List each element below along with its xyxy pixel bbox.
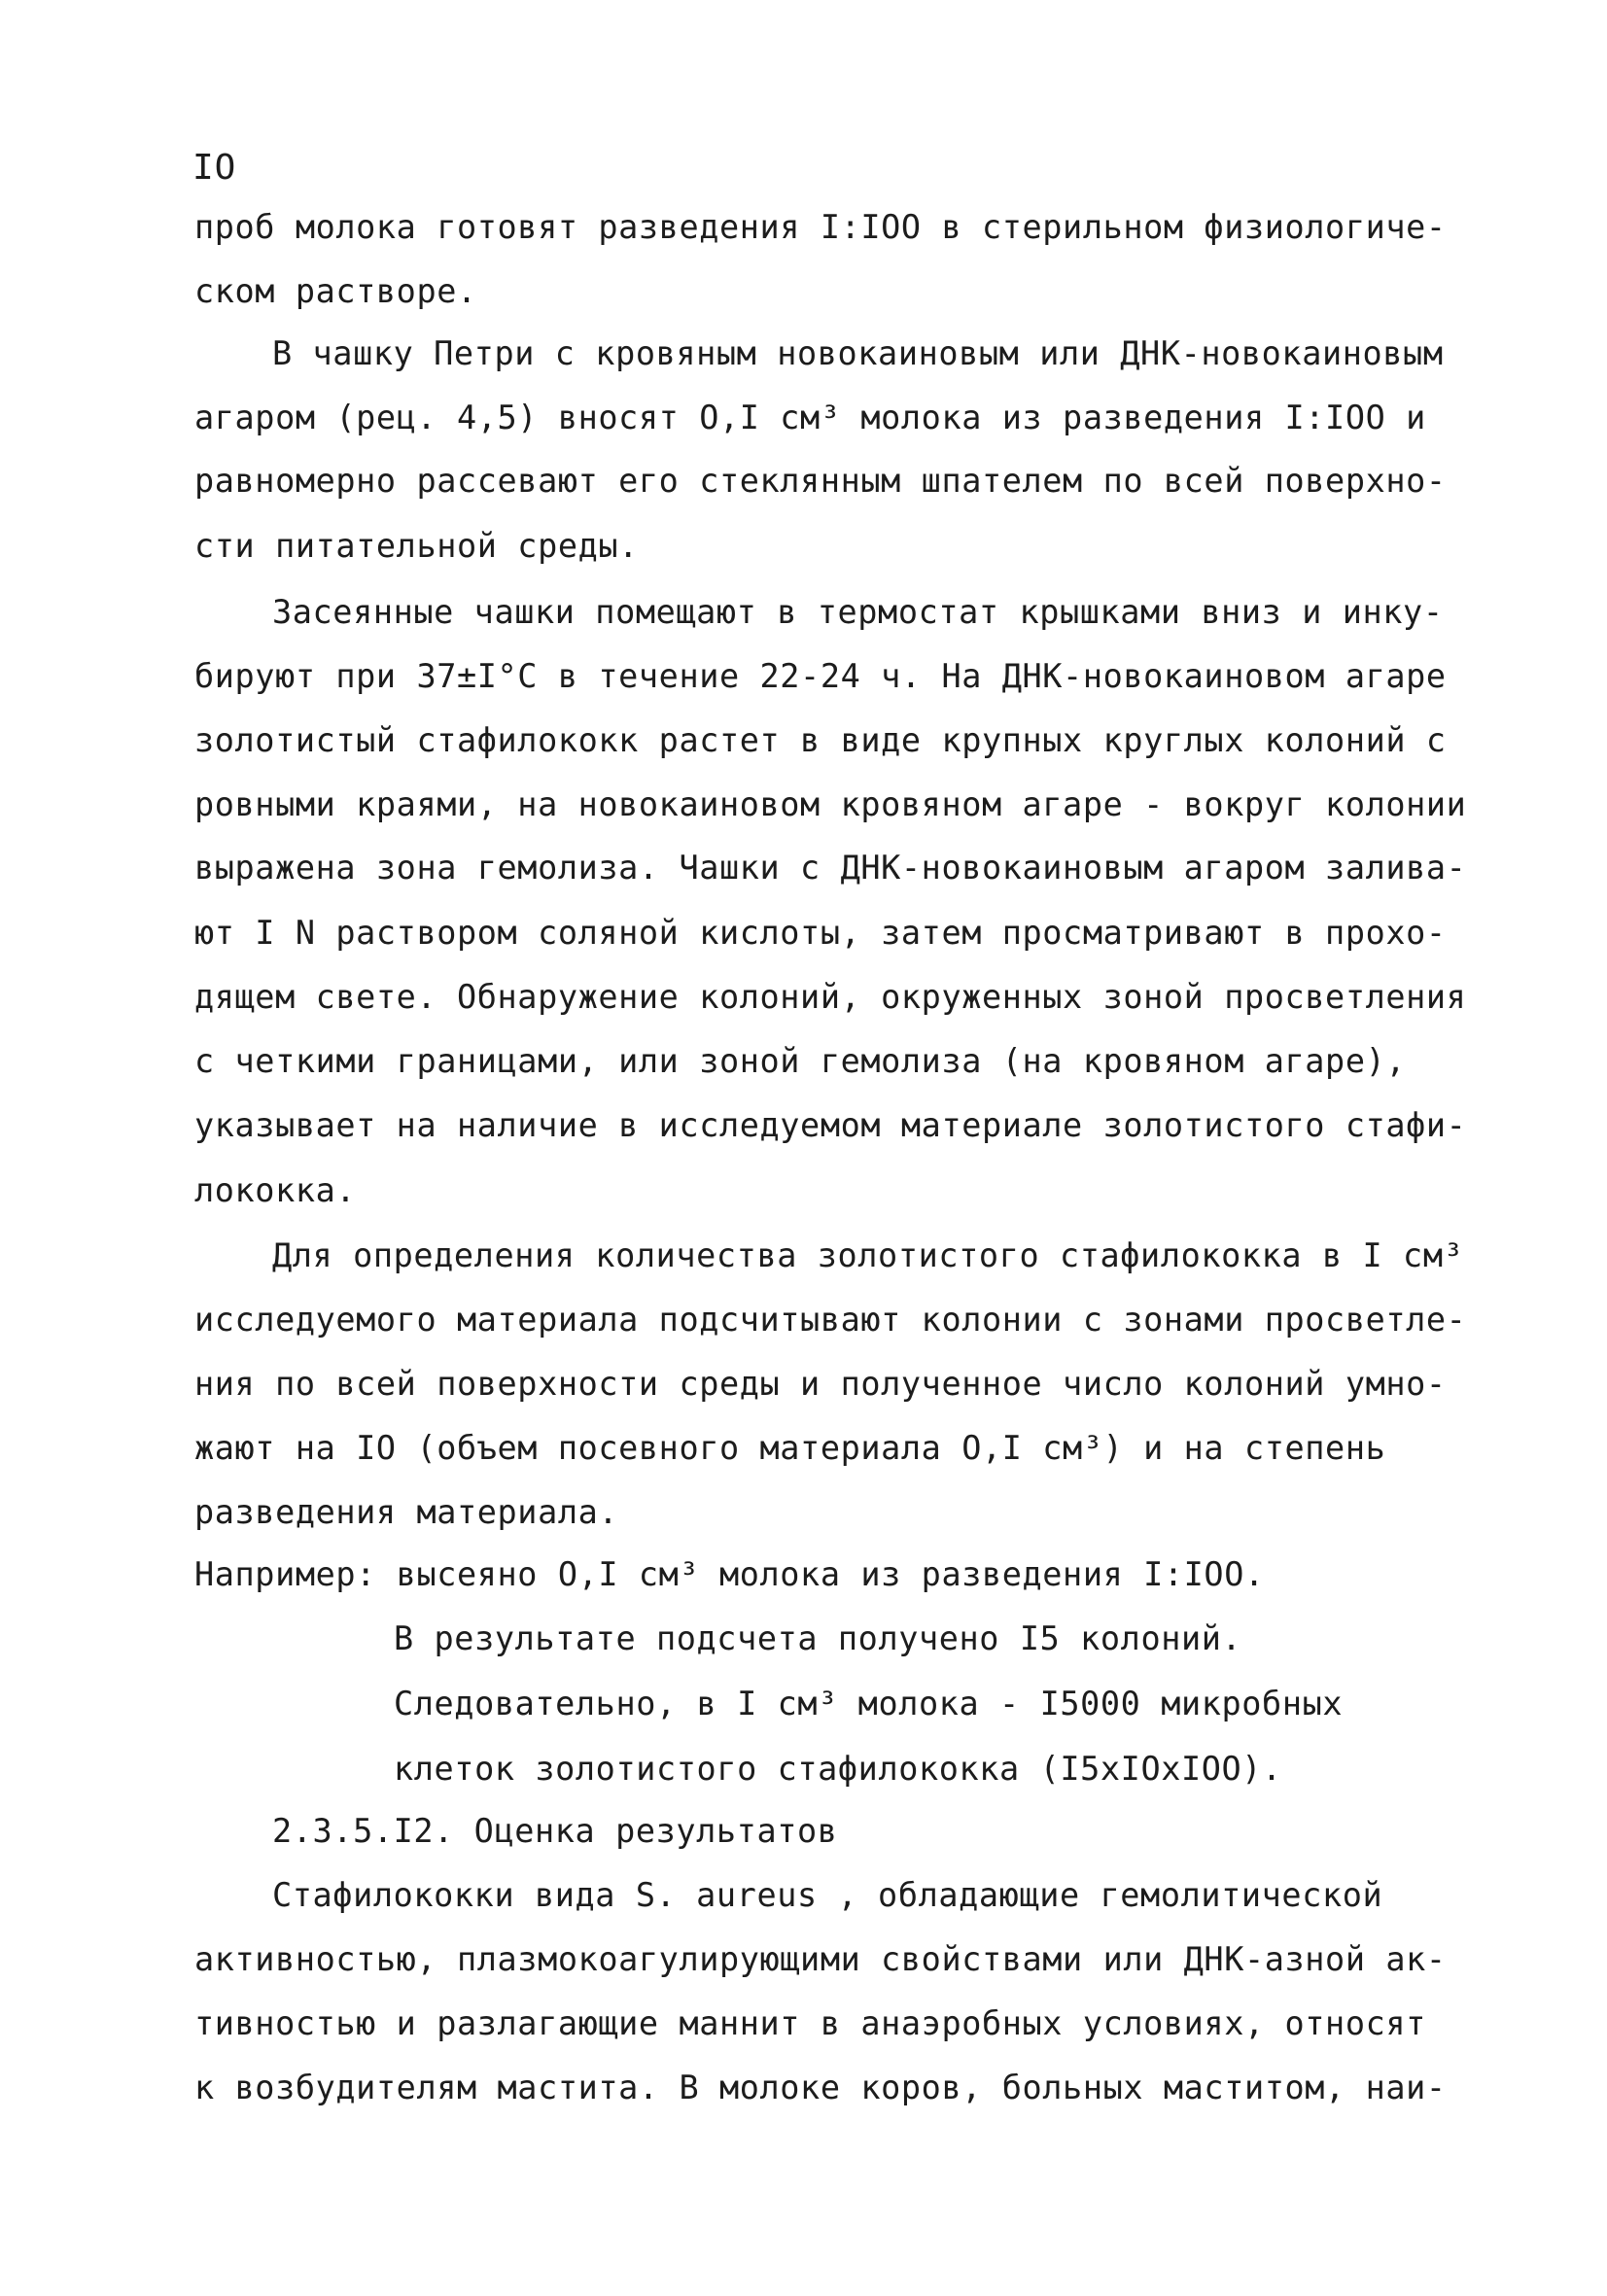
text-line-18: исследуемого материала подсчитывают колонии с зонами просветле- [194, 1301, 1467, 1339]
text-line-5: равномерно рассевают его стеклянным шпателем по всей поверхно- [194, 462, 1447, 500]
text-line-6: сти питательной среды. [194, 527, 639, 565]
text-line-3: В чашку Петри с кровяным новокаиновым или ДНК-новокаиновым [272, 334, 1444, 372]
text-line-23: В результате подсчета получено I5 колоний. [394, 1619, 1242, 1657]
text-line-16: лококка. [194, 1171, 357, 1209]
text-line-20: жают на IО (объем посевного материала О,I см³) и на степень [194, 1429, 1386, 1467]
text-line-2: ском растворе. [194, 272, 477, 310]
text-line-29: тивностью и разлагающие маннит в анаэробных условиях, относят [194, 2004, 1426, 2042]
text-line-15: указывает на наличие в исследуемом материале золотистого стафи- [194, 1106, 1467, 1144]
text-line-17: Для определения количества золотистого стафилококка в I см³ [272, 1236, 1464, 1274]
text-line-22: Например: высеяно О,I см³ молока из разведения I:IOO. [194, 1555, 1265, 1593]
text-line-25: клеток золотистого стафилококка (I5xIOxIOO). [394, 1750, 1282, 1788]
text-line-9: золотистый стафилококк растет в виде крупных круглых колоний с [194, 721, 1447, 759]
page-number: IO [192, 148, 237, 188]
text-line-11: выражена зона гемолиза. Чашки с ДНК-новокаиновым агаром залива- [194, 849, 1467, 887]
text-line-24: Следовательно, в I см³ молока - I5000 микробных [394, 1685, 1344, 1722]
text-line-21: разведения материала. [194, 1493, 619, 1531]
text-line-19: ния по всей поверхности среды и полученное число колоний умно- [194, 1365, 1447, 1403]
text-line-8: бируют при 37±I°С в течение 22-24 ч. На ДНК-новокаиновом агаре [194, 657, 1447, 695]
text-line-27: Стафилококки вида S. aureus , обладающие гемолитической [272, 1876, 1383, 1914]
text-line-12: ют I N раствором соляной кислоты, затем просматривают в прохо- [194, 914, 1447, 952]
text-line-14: с четкими границами, или зоной гемолиза (на кровяном агаре), [194, 1042, 1407, 1080]
text-line-28: активностью, плазмокоагулирующими свойствами или ДНК-азной ак- [194, 1940, 1447, 1978]
text-line-10: ровными краями, на новокаиновом кровяном агаре - вокруг колонии [194, 785, 1467, 823]
text-line-4: агаром (рец. 4,5) вносят О,I см³ молока из разведения I:IOO и [194, 399, 1426, 436]
text-line-13: дящем свете. Обнаружение колоний, окруженных зоной просветления [194, 978, 1467, 1016]
text-line-1: проб молока готовят разведения I:IOO в стерильном физиологиче- [194, 208, 1447, 246]
text-line-30: к возбудителям мастита. В молоке коров, больных маститом, наи- [194, 2069, 1447, 2106]
text-line-7: Засеянные чашки помещают в термостат крышками вниз и инку- [272, 593, 1444, 631]
section-heading: 2.3.5.I2. Оценка результатов [272, 1812, 838, 1850]
